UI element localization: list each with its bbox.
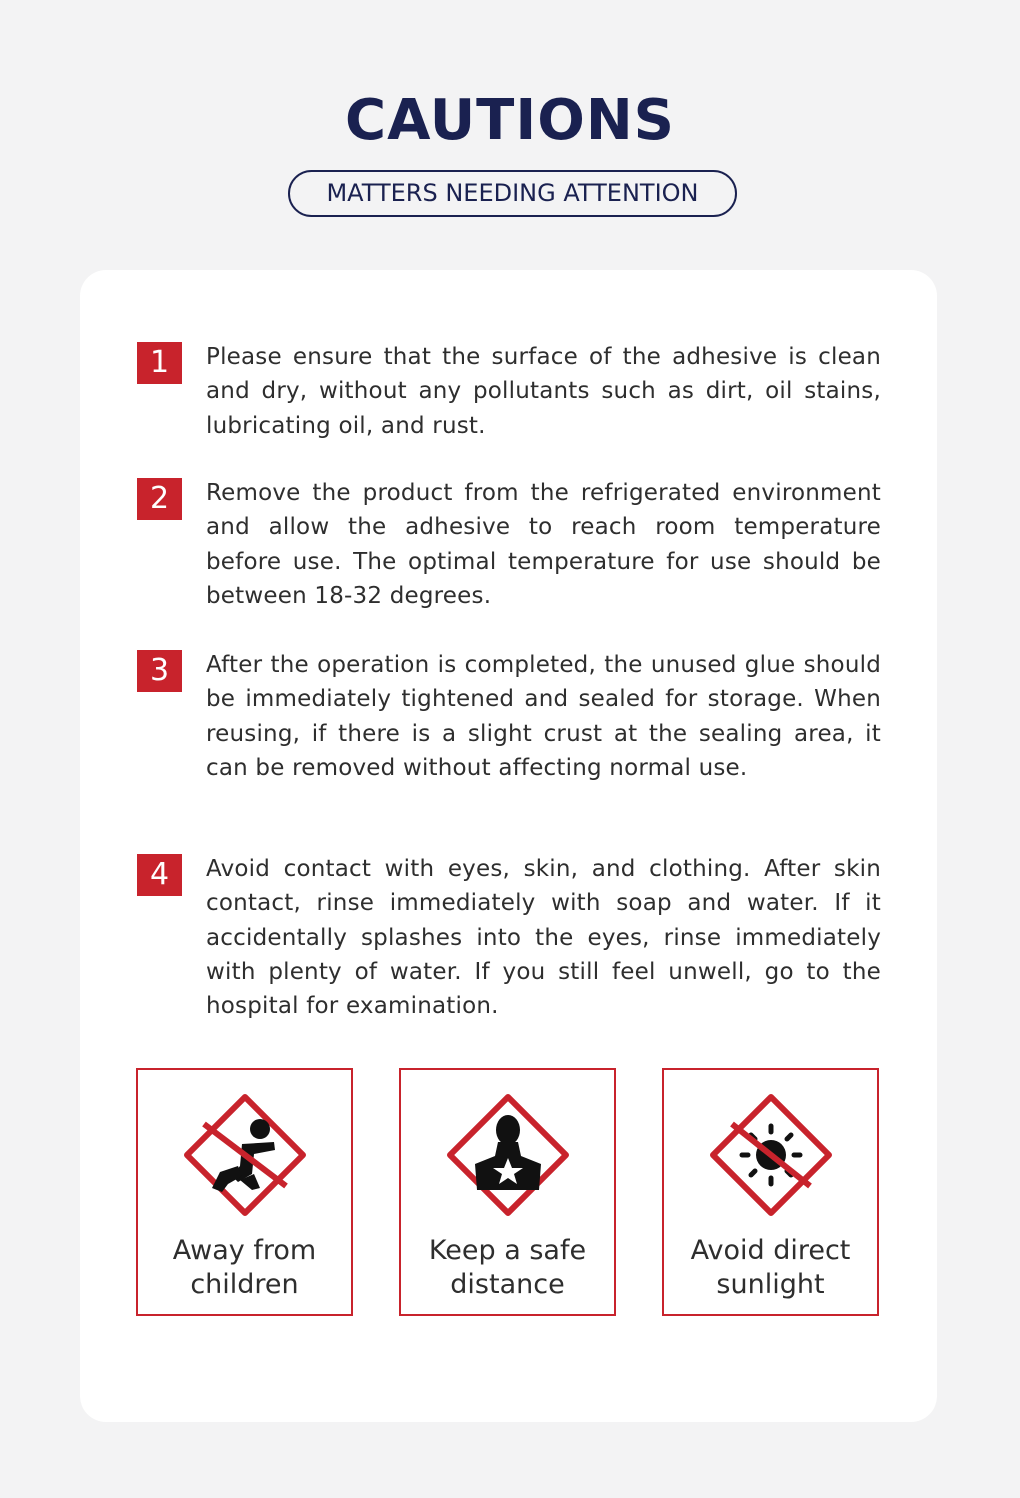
warning-card-children [136,1068,353,1316]
cautions-card [80,270,937,1422]
subtitle-badge: MATTERS NEEDING ATTENTION [288,170,737,217]
caution-number-badge: 2 [137,478,182,520]
caution-text: After the operation is completed, the unused glue should be immediately tightened and sealed for storage. When reusing, if there is a slight crust at the sealing area, it can be removed without affecting normal use. [206,652,881,781]
caution-text: Remove the product from the refrigerated environment and allow the adhesive to reach room temperature before use. The optimal temperature for use should be between 18-32 degrees. [206,480,881,609]
no-sunlight-icon [708,1092,834,1218]
health-hazard-icon [445,1092,571,1218]
caution-number-badge: 4 [137,854,182,896]
caution-number-badge: 3 [137,650,182,692]
caution-number-badge: 1 [137,342,182,384]
caution-text: Please ensure that the surface of the adhesive is clean and dry, without any pollutants such as dirt, oil stains, lubricating oil, and rust. [206,344,881,439]
caution-text: Avoid contact with eyes, skin, and clothing. After skin contact, rinse immediately with soap and water. If it accidentally splashes into the eyes, rinse immediately with plenty of water. If you still feel unwell, go to the hospital for examination. [206,856,881,1020]
no-children-icon [182,1092,308,1218]
warning-card-sunlight [662,1068,879,1316]
warning-label: Avoid direct sunlight [690,1235,851,1300]
warning-label: Keep a safe distance [428,1235,587,1300]
warning-card-distance [399,1068,616,1316]
page-title: CAUTIONS [344,88,676,153]
warning-label: Away from children [172,1235,317,1300]
